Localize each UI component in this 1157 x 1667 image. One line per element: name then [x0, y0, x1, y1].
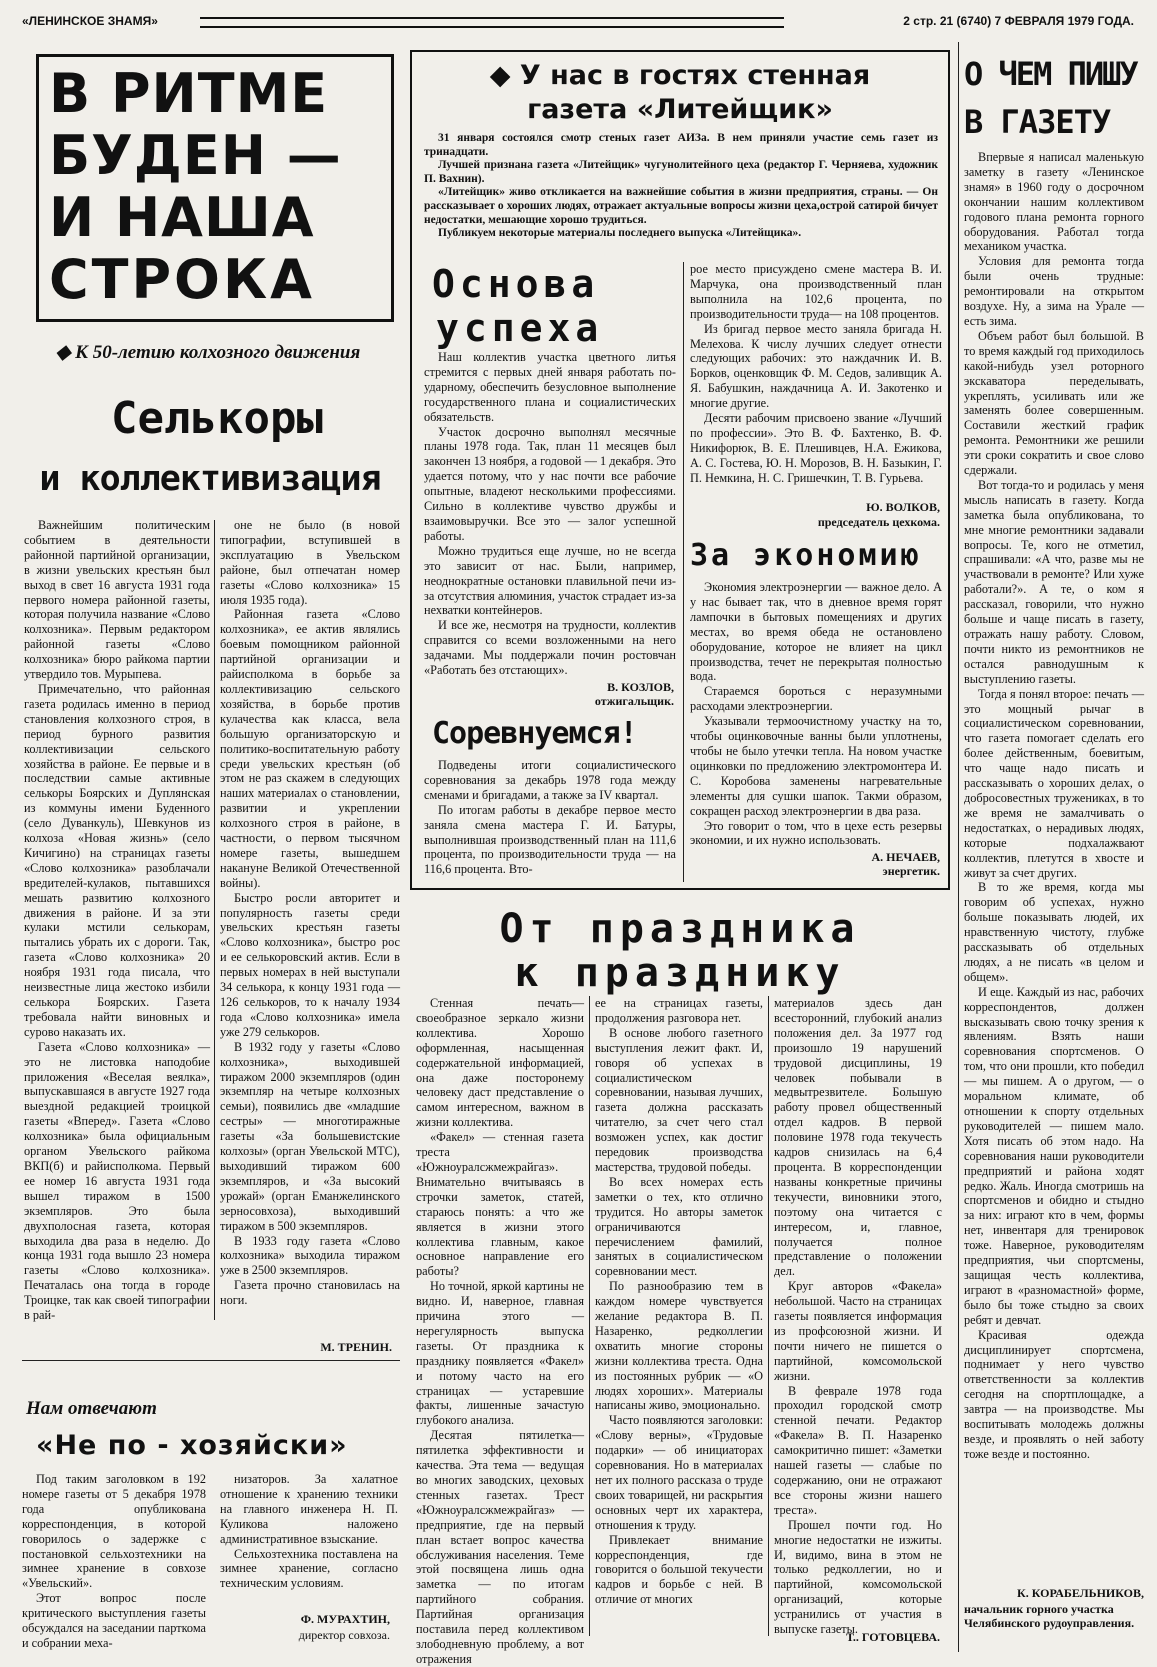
- paragraph: 31 января состоялся смотр стеных газет АИЗа. В нем приняли участие семь газет из тринадцати.: [424, 132, 938, 158]
- paragraph: Публикуем некоторые материалы последнего выпуска «Литейщика».: [438, 227, 802, 240]
- selkory-title: Селькоры: [111, 393, 323, 444]
- paragraph: По итогам работы в декабре первое место заняла смена мастера Г. И. Батуры, выполнившая производственный план на 111,6 процента, по производительности труда — на 116,6 процента. Вто-: [424, 802, 676, 877]
- liteischik-title-2: газета «Литейщик»: [527, 94, 833, 125]
- paragraph: Этот вопрос после критического выступления газеты обсуждался на заседании парткома и собрании меха-: [22, 1591, 206, 1650]
- sorev-text: [424, 758, 676, 882]
- paragraph: Сельхозтехника поставлена на зимнее хранение, согласно техническим условиям.: [220, 1546, 398, 1591]
- paragraph: Из бригад первое место заняла бригада Н. Мелехова. К числу лучших следует отнести следующих рабочих: это наждачник И. В. Борков, оценковщик Ф. М. Седов, заливщик А. Я. Бабушкин, наждачница А. И. Закотенко и многие другие.: [690, 321, 942, 411]
- header-rule: [200, 17, 784, 28]
- paragraph: Красивая одежда дисциплинирует спортсмена, поднимает у него чувство ответственности за коллектив сегодня на спортплощадке, а завтра — на производстве. Мы воспитывать молодежь должны везде, и проявлять о ней заботу тоже везде и постоянно.: [964, 1327, 1144, 1461]
- banner-line: БУДЕН —: [49, 124, 342, 187]
- paragraph: низаторов. За халатное отношение к хранению техники на главного инженера Н. П. Куликова наложено административное взыскание.: [220, 1472, 398, 1546]
- selkory-signature: М. ТРЕНИН.: [320, 1340, 392, 1354]
- page-header: [22, 14, 1134, 28]
- banner-line: И НАША: [49, 186, 315, 249]
- paragraph: Экономия электроэнергии — важное дело. А у нас бывает так, что в дневное время горят лампочки в бытовых помещениях и других местах, во время обеда не остановлено оборудование, которое не влияет на цикл производства, течет не перекрытая полностью вода.: [690, 580, 942, 684]
- paragraph: В основе любого газетного выступления лежит факт. И, говоря об успехах в социалистическом соревновании, называя лучших, газета должна рассказать читателю, за счет чего стал возможен успех, как достиг передовик производства мастерства, трудовой победы.: [595, 1025, 763, 1174]
- newspaper-name: «ЛЕНИНСКОЕ ЗНАМЯ»: [22, 14, 158, 28]
- column-divider: [589, 996, 590, 1636]
- banner-box: [36, 54, 394, 322]
- paragraph: Лучшей признана газета «Литейщик» чугунолитейного цеха (редактор Г. Черняева, художник П. Вахнин).: [424, 159, 938, 185]
- prazdnik-signature: Т.. ГОТОВЦЕВА.: [846, 1630, 940, 1644]
- column-divider: [214, 520, 215, 1320]
- ochem-signature: К. КОРАБЕЛЬНИКОВ,: [1017, 1586, 1144, 1600]
- paragraph: Вот тогда-то и родилась у меня мысль написать в газету. Когда заметка была опубликована, то мне многие ремонтники задавали вопросы. Те, кого не отметил, спрашивали: «А что, разве мы не участвовали в ремонте? Или хуже работали?». А те, о ком я рассказал, говорили, что нужно больше и чаще писать в газету, отражать нашу работу. Словом, почти никто из ремонтников не остался равнодушным к выступлению газеты.: [964, 477, 1144, 686]
- liteischik-intro: [424, 132, 938, 252]
- paragraph: В то же время, когда мы говорим об успехах, нужно больше показывать людей, их нравственную чистоту, глубже рассказывать об отдельных людях, а не писать «в целом и общем».: [964, 880, 1144, 984]
- paragraph: Газета «Слово колхозника» — это не листовка наподобие приложения «Веселая веялка», выпускавшаяся в августе 1927 года выездной редакцией троицкой газеты «Вперед». Газета «Слово колхозника» была официальным органом Увельского райкома ВКП(б) и райисполкома. Первый ее номер 16 августа 1931 года вышел тиражом в 1500 экземпляров. Это была двухполосная газета, которая выходила два раза в неделю. До конца 1931 года вышло 23 номера газеты «Слово колхозника». Печаталась она тогда в городе Троицке, так как своей типографии в рай-: [24, 1039, 210, 1323]
- paragraph: Стенная печать—своеобразное зеркало жизни коллектива. Хорошо оформленная, насыщенная содержательной информацией, она даже посторонему человеку даст представление о самом интересном, важном в жизни коллектива.: [416, 996, 584, 1130]
- otvet-column-2: [220, 1472, 398, 1592]
- selkory-subtitle: и коллективизация: [39, 459, 381, 499]
- ochem-signature-role: начальник горного участка Челябинского рудоуправления.: [964, 1602, 1135, 1630]
- paragraph: Тогда я понял второе: печать — это мощный рычаг в социалистическом соревновании, что газета помогает сделать его более действенным, боевитым, что чаще надо писать и рассказывать о хороших делах, о добросовестных тружениках, в то же время не замалчивать о недостатках, о нерадивых людях, которые подхалажвают коллектив, плетутся в хвосте и живут за счет других.: [964, 686, 1144, 880]
- paragraph: И еще. Каждый из нас, рабочих корреспондентов, должен высказывать свою точку зрения к явлениям. Взять наши соревнования спортсменов. О том, что они прошли, кто победил — мы пишем. А о другом, — о моральном климате, об отношении к спорту отдельных руководителей — пишем мало. Хотя писать об этом надо. На соревнования наши руководители предприятий и района ходят редко. Жаль. Иногда смотришь на спортсменов и обидно и стыдно за них: играют кто в чем, формы нет, инвентаря для тренировок тоже. Наверное, руководителям предприятия, чьи спортсмены, защищая честь коллектива, играют в «разномастной» форме, было бы тоже стыдно за своих ребят и девчат.: [964, 984, 1144, 1327]
- volkov-signature-role: председатель цехкома.: [817, 515, 940, 529]
- nechaev-signature-role: энергетик.: [882, 864, 940, 878]
- column-divider: [683, 262, 684, 882]
- page-date-info: 2 стр. 21 (6740) 7 ФЕВРАЛЯ 1979 ГОДА.: [903, 14, 1134, 28]
- osnova-signature: В. КОЗЛОВ,: [607, 680, 674, 694]
- selkory-column-1: [24, 518, 210, 1323]
- otvet-column-1: [22, 1472, 206, 1660]
- volkov-signature: Ю. ВОЛКОВ,: [866, 500, 940, 514]
- selkory-kicker: ◆ К 50-летию колхозного движения: [55, 342, 361, 363]
- paragraph: Объем работ был большой. В то время каждый год приходилось какой-нибудь узел роторного экскаватора переделывать, укреплять, усиливать или же заменять более совершенным. Составили жесткий график ремонта. Ремонтники же решили эти сроки сократить и свое слово сдержали.: [964, 328, 1144, 478]
- otvet-kicker: Нам отвечают: [26, 1398, 157, 1419]
- paragraph: Прошел почти год. Но многие недостатки не изжиты. И, видимо, вина в этом не только редколлегии, но и партийной, комсомольской организаций, которые устранились от участия в выпуске газеты.: [774, 1517, 942, 1637]
- paragraph: материалов здесь дан всесторонний, глубокий анализ положения дел. За 1977 год произошло 19 нарушений трудовой дисциплины, 19 человек побывали в медвытрезвителе. Большую работу провел общественный отдел кадров. В первой половине 1978 года текучесть кадров снизилась на 6,4 процента. В корреспонденции названы конкретные причины текучести, виновники этого, поэтому она читается с интересом, и, главное, получается полное представление о положении дел.: [774, 996, 942, 1279]
- prazdnik-title-2: к празднику: [514, 950, 846, 996]
- nechaev-signature: А. НЕЧАЕВ,: [871, 850, 940, 864]
- paragraph: По разнообразию тем в каждом номере чувствуется желание редактора В. П. Назаренко, редколлегии охватить многие стороны жизни коллектива треста. Одна из постоянных рубрик — «О людях хороших». Материалы написаны живо, эмоционально.: [595, 1279, 763, 1413]
- paragraph: Быстро росли авторитет и популярность газеты среди увельских крестьян газеты «Слово колхозника», быстро рос и ее селькоровский актив. Если в первых номерах в ней выступали 34 селькора, к концу 1931 года — 126 селькоров, то к началу 1934 года «Слово колхозника» имела уже 279 селькоров.: [220, 890, 400, 1039]
- prazdnik-title: От праздника: [499, 906, 861, 952]
- prazdnik-column-2: [595, 996, 763, 1636]
- paragraph: Подведены итоги социалистического соревнования за декабрь 1978 года между сменами и бригадами, а также за IV квартал.: [424, 758, 676, 802]
- paragraph: Круг авторов «Факела» небольшой. Часто на страницах газеты появляется информация из профсоюзной жизни. И почти ничего не пишется о партийной, комсомольской жизни.: [774, 1279, 942, 1383]
- ochem-title-2: В ГАЗЕТУ: [964, 103, 1111, 141]
- paragraph: «Литейщик» живо откликается на важнейшие события в жизни предприятия, страны. — Он рассказывает о хороших людях, отражает актуальные вопросы жизни цеха,острой сатирой бичует недостатки, мешающие хорошо трудиться.: [424, 186, 938, 226]
- paragraph: Указывали термоочистному участку на то, чтобы оцинковочные ванны были уплотнены, чтобы не было утечки тепла. На новом участке оцинковки по предложению электромонтера И. С. Коробова заменены нагревательные элементы для сушки шапок. Такми образом, сокращен расход электроэнергии в два раза.: [690, 714, 942, 818]
- paragraph: Участок досрочно выполнял месячные планы 1978 года. Так, план 11 месяцев был закончен 13 ноября, а годовой — 1 декабря. Это удается потому, что у нас почти все рабочие опытные, владеют несколькими профессиями. Сильно в коллективе чувство дружбы и взаимовыручки. Все это — залог успешной работы.: [424, 424, 676, 543]
- paragraph: Привлекает внимание корреспонденция, где говорится о большой текучести кадров и борьбе с ней. В отличие от многих: [595, 1532, 763, 1607]
- paragraph: В 1932 году у газеты «Слово колхозника», выходившей тиражом 2000 экземпляров (один экземпляр на четыре колхозных семьи), появились две «младшие сестры» — многотиражные газеты «За большевистские колхозы» (орган Увельской МТС), выходивший тиражом 600 экземпляров, и «За высокий урожай» (орган Еманжелинского зерносовхоза), выходивший тиражом в 500 экземпляров.: [220, 1039, 400, 1233]
- ochem-text: [964, 150, 1144, 1574]
- paragraph: Примечательно, что районная газета родилась именно в период становления колхозного строя, в период бурного развития коллективизации сельского хозяйства в районе. Ее первые и в последствии самые активные селькоры Боярских и Дуплянская из коммуны имени Буденного (село Дуванкуль), Шевкунов из колхоза «Новая жизнь» (село Кичигино) на страницах газеты «Слово колхозника» разоблачали вредителей-кулаков, пытавшихся мешать развитию колхозного движения в районе. И за эти кулаки мстили селькорам, пытались убрать их с дороги. Так, газета «Слово колхозника» 20 ноября 1931 года писала, что неизвестные лица жестоко избили селькора Боярских. Газета требовала найти виновных и сурово наказать их.: [24, 681, 210, 1039]
- paragraph: Условия для ремонта тогда были очень трудные: ремонтировали на открытом воздухе. Ну, а зима на Урале — есть зима.: [964, 254, 1144, 328]
- paragraph: «Факел» — стенная газета треста «Южноуралсжмежрайгаз». Внимательно вчитываясь в строчки заметок, статей, стараюсь понять: а что же является в жизни этого коллектива главным, какое основное направление его работы?: [416, 1130, 584, 1279]
- osnova-title-2: успеха: [436, 306, 604, 350]
- econ-text: [690, 580, 942, 848]
- otvet-signature: Ф. МУРАХТИН,: [300, 1612, 390, 1626]
- paragraph: Десяти рабочим присвоено звание «Лучший по профессии». Это В. Ф. Бахтенко, В. Ф. Никифорюк, В. Е. Плешивцев, Н.А. Ежикова, А. С. Гостева, Ю. Н. Морозов, В. Н. Базыкин, Г. П. Немкина, Н. С. Гришечкин, Т. В. Гурьева.: [690, 411, 942, 485]
- paragraph: В 1933 году газета «Слово колхозника» выходила тиражом уже в 2500 экземпляров.: [220, 1233, 400, 1278]
- banner-line: СТРОКА: [49, 248, 315, 311]
- liteischik-right-text: [690, 262, 942, 500]
- paragraph: В феврале 1978 года проходил городской смотр стенной печати. Редактор «Факела» В. П. Назаренко самокритично пишет: «Заметки нашей газеты — слабые по содержанию, они не отражают все стороны жизни нашего треста».: [774, 1383, 942, 1517]
- ochem-title: О ЧЕМ ПИШУ: [964, 55, 1137, 93]
- paragraph: Районная газета «Слово колхозника», ее актив являлись боевым помощником районной партийной организации и райисполкома в борьбе за коллективизацию сельского хозяйства, в борьбе против кулачества как класса, вела большую организаторскую и политико-воспитательную работу среди увельских крестьян (об этом не раз скажем в следующих наших материалах о становлении, развитии и укреплении колхозного строя в районе, в частности, о первом тысячном номере газеты, вышедшем накануне Великой Отечественной войны).: [220, 607, 400, 890]
- paragraph: Важнейшим политическим событием в деятельности районной партийной организации, в жизни увельских крестьян был выход в свет 16 августа 1931 года первого номера районной газеты, которая получила название «Слово колхозника». Первым редактором районной газеты «Слово колхозника» бюро райкома партии утвердило тов. Мурыпева.: [24, 518, 210, 682]
- paragraph: И все же, несмотря на трудности, коллектив справится со всеми возложенными на него задачами. Мы поддержали почин ростовчан «Работать без отстающих».: [424, 618, 676, 678]
- paragraph: рое место присуждено смене мастера В. И. Марчука, она производственный план выполнила на 102,6 процента, по производительности труда— на 108 процентов.: [690, 262, 942, 321]
- paragraph: оне не было (в новой типографии, вступившей в эксплуатацию в Увельском районе, был отпечатан номер газеты «Слово колхозника» 15 июля 1935 года).: [220, 518, 400, 607]
- paragraph: Газета прочно становилась на ноги.: [220, 1278, 400, 1308]
- paragraph: Впервые я написал маленькую заметку в газету «Ленинское знамя» в 1960 году о досрочном окончании нашим коллективом годового плана ремонта горного оборудования. Работал тогда механиком участка.: [964, 150, 1144, 254]
- banner-line: В РИТМЕ: [49, 62, 329, 125]
- paragraph: Во всех номерах есть заметки о тех, кто отлично трудится. Но авторы заметок ограничиваются перечислением фамилий, занятых в социалистическом соревновании мест.: [595, 1174, 763, 1279]
- paragraph: Под таким заголовком в 192 номере газеты от 5 декабря 1978 года опубликована корреспонденция, в которой говорилось о задержке с постановкой сельхозтехники на зимнее хранение в совхозе «Увельский».: [22, 1472, 206, 1591]
- paragraph: Наш коллектив участка цветного литья стремится с первых дней января работать по-ударному, обеспечить безусловное выполнение государственного плана и социалистических обязательств.: [424, 350, 676, 424]
- paragraph: Это говорит о том, что в цехе есть резервы экономии, и их нужно использовать.: [690, 818, 942, 848]
- sorev-title: Соревнуемся!: [432, 716, 637, 751]
- liteischik-title: ◆ У нас в гостях стенная: [489, 60, 871, 91]
- prazdnik-column-1: [416, 996, 584, 1666]
- osnova-signature-role: отжигальщик.: [594, 694, 674, 708]
- osnova-text: [424, 350, 676, 676]
- paragraph: Стараемся бороться с неразумными расходами электроэнергии.: [690, 684, 942, 714]
- paragraph: Можно трудиться еще лучше, но не всегда это зависит от нас. Были, например, неоднократные остановки плавильной печи из-за отсутствия алюминия, участок страдает из-за нехватки контейнеров.: [424, 543, 676, 618]
- selkory-column-2: [220, 518, 400, 1308]
- paragraph: Часто появляются заголовки: «Слову верны», «Трудовые подарки» — об инициаторах соревнования. Но в материалах нет их полного рассказа о труде своих товарищей, ни раскрытия основных черт их характера, отношения к труду.: [595, 1413, 763, 1532]
- otvet-signature-role: директор совхоза.: [298, 1628, 390, 1642]
- otvet-title: «Не по - хозяйски»: [36, 1430, 348, 1461]
- paragraph: ее на страницах газеты, продолжения разговора нет.: [595, 996, 763, 1025]
- paragraph: Но точной, яркой картины не видно. И, наверное, главная причина этого — нерегулярность выпуска газеты. От праздника к празднику появляется «Факел» и потому часто на его страницах — устаревшие факты, лишенные зачастую глубокого анализа.: [416, 1279, 584, 1428]
- section-divider: [22, 1360, 400, 1361]
- paragraph: Десятая пятилетка—пятилетка эффективности и качества. Эта тема — ведущая во многих заводских, цеховых стенных газетах. Трест «Южноуралсжмежрайгаз» — предприятие, где на первый план встает вопрос качества обслуживания населения. Теме этой посвящена лишь одна заметка — по итогам партийного собрания. Партийная организация поставила перед коллективом злободневную проблему, а вот отражения: [416, 1428, 584, 1666]
- column-divider: [768, 996, 769, 1636]
- econ-title: За экономию: [690, 538, 922, 573]
- osnova-title: Основа: [432, 262, 600, 306]
- column-divider: [958, 42, 959, 1652]
